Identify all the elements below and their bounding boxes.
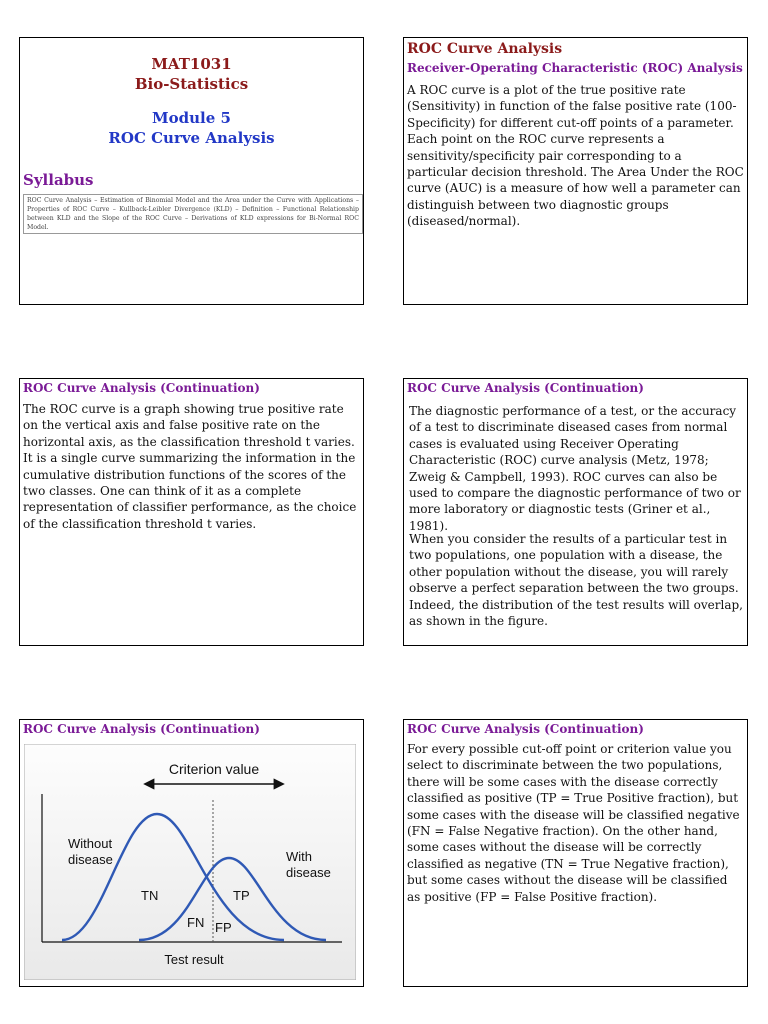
slide-body: For every possible cut-off point or criterion value you select to discriminate between the two populations, there will be some cases with the disease correctly classified as positive (TP = True Positive fraction), but some cases with the disease will be classified negative (FN = False Negative fraction). On the other hand, some cases without the disease will be correctly classified as negative (TN = True Negative fraction), but some cases without the disease will be classified as positive (FP = False Positive fraction). (407, 742, 740, 904)
slide-diagnostic-performance (403, 378, 748, 646)
fn-label: FN (187, 915, 205, 930)
syllabus-text: ROC Curve Analysis – Estimation of Binomial Model and the Area under the Curve with Applications – Properties of ROC Curve – Kullback-Leibler Divergence (KLD) – Definition – Functional Relationship between KLD and the Slope of the ROC Curve – Derivations of KLD expressions for Bi-Normal ROC Model. (23, 194, 363, 234)
course-heading (20, 54, 363, 94)
slide-distribution-figure (19, 719, 364, 987)
slide-roc-graph (19, 378, 364, 646)
module-heading (20, 108, 363, 148)
syllabus-heading: Syllabus (23, 171, 94, 189)
without-disease-label-line2: disease (68, 852, 113, 867)
with-disease-label-line1: With (286, 849, 312, 864)
slide-heading: ROC Curve Analysis (Continuation) (407, 381, 644, 395)
criterion-label: Criterion value (168, 761, 260, 777)
slide-title (19, 37, 364, 305)
slide-subheading: Receiver-Operating Characteristic (ROC) Analysis (407, 61, 743, 75)
slide-body-2: When you consider the results of a particular test in two populations, one population with a disease, the other population without the disease, you will rarely observe a perfect separation between the two groups. Indeed, the distribution of the test results will overlap, as shown in the figure. (409, 532, 743, 629)
module-number: Module 5 (152, 109, 231, 127)
slide-body-1: The diagnostic performance of a test, or the accuracy of a test to discriminate diseased cases from normal cases is evaluated using Receiver Operating Characteristic (ROC) curve analysis (Metz, 1978; Zweig & Campbell, 1993). ROC curves can also be used to compare the diagnostic performance of two or more laboratory or diagnostic tests (Griner et al., 1981). (409, 404, 741, 533)
slide-roc-intro (403, 37, 748, 305)
slide-classification-fractions (403, 719, 748, 987)
tn-label: TN (141, 888, 159, 903)
overlap-distribution-figure (24, 744, 356, 980)
slide-heading: ROC Curve Analysis (Continuation) (23, 722, 260, 736)
course-name: Bio-Statistics (134, 75, 249, 93)
without-disease-label-line1: Without (68, 836, 113, 851)
with-disease-label-line2: disease (286, 865, 331, 880)
module-title: ROC Curve Analysis (108, 129, 275, 147)
slide-body: The ROC curve is a graph showing true positive rate on the vertical axis and false positive rate on the horizontal axis, as the classification threshold t varies. It is a single curve summarizing the information in the cumulative distribution functions of the scores of the two classes. One can think of it as a complete representation of classifier performance, as the choice of the classification threshold t varies. (23, 402, 357, 531)
tp-label: TP (233, 888, 250, 903)
slide-body: A ROC curve is a plot of the true positive rate (Sensitivity) in function of the false positive rate (100-Specificity) for different cut-off points of a parameter. Each point on the ROC curve represents a sensitivity/specificity pair corresponding to a particular decision threshold. The Area Under the ROC curve (AUC) is a measure of how well a parameter can distinguish between two diagnostic groups (diseased/normal). (407, 83, 744, 229)
slide-heading: ROC Curve Analysis (Continuation) (23, 381, 260, 395)
x-axis-label: Test result (164, 952, 224, 967)
slide-heading: ROC Curve Analysis (Continuation) (407, 722, 644, 736)
slide-heading: ROC Curve Analysis (407, 41, 563, 57)
course-code: MAT1031 (151, 55, 232, 73)
fp-label: FP (215, 920, 232, 935)
